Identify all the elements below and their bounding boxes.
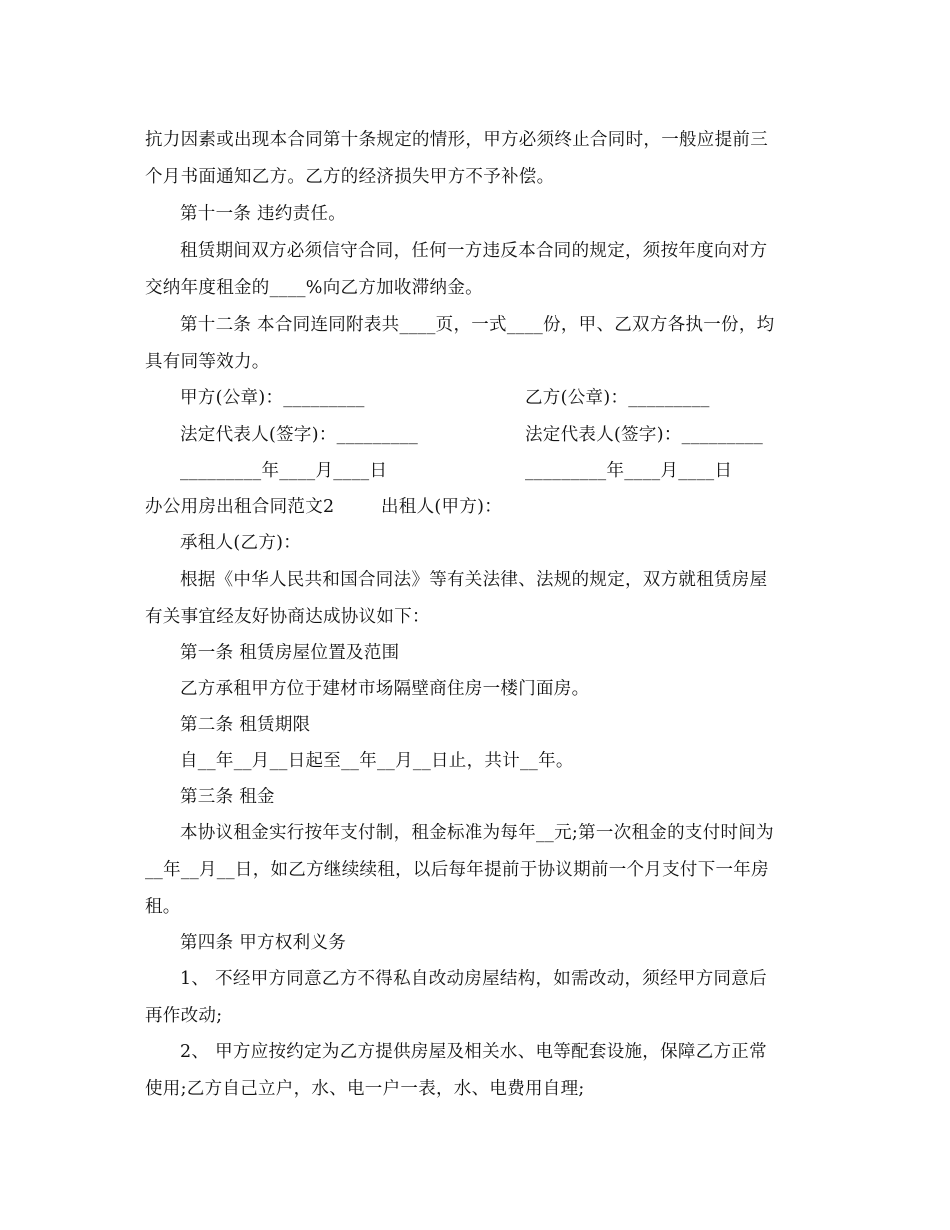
paragraph-line: 第十二条 本合同连同附表共____页，一式____份，甲、乙双方各执一份，均 bbox=[180, 315, 775, 335]
paragraph-line: 1、 不经甲方同意乙方不得私自改动房屋结构，如需改动，须经甲方同意后 bbox=[180, 969, 767, 989]
party-b-representative-line: 法定代表人(签字)：_________ bbox=[525, 425, 764, 445]
lessor-label: 出租人(甲方)： bbox=[381, 497, 503, 517]
paragraph-line: 有关事宜经友好协商达成协议如下： bbox=[145, 607, 430, 627]
article-heading: 第四条 甲方权利义务 bbox=[180, 933, 347, 953]
article-heading: 第二条 租赁期限 bbox=[180, 715, 311, 735]
party-a-date-line: _________年____月____日 bbox=[180, 461, 388, 481]
document-title: 办公用房出租合同范文2 bbox=[145, 497, 335, 517]
party-a-seal-line: 甲方(公章)：_________ bbox=[180, 388, 365, 408]
lessee-label: 承租人(乙方)： bbox=[180, 533, 302, 553]
article-heading: 第三条 租金 bbox=[180, 787, 275, 807]
paragraph-line: 具有同等效力。 bbox=[145, 352, 270, 372]
party-a-representative-line: 法定代表人(签字)：_________ bbox=[180, 425, 419, 445]
paragraph-line: 租赁期间双方必须信守合同，任何一方违反本合同的规定，须按年度向对方 bbox=[180, 241, 768, 261]
party-b-seal-line: 乙方(公章)：_________ bbox=[525, 388, 710, 408]
paragraph-line: 根据《中华人民共和国合同法》等有关法律、法规的规定，双方就租赁房屋 bbox=[180, 570, 768, 590]
article-heading: 第十一条 违约责任。 bbox=[180, 204, 347, 224]
article-heading: 第一条 租赁房屋位置及范围 bbox=[180, 643, 400, 663]
paragraph-line: 2、 甲方应按约定为乙方提供房屋及相关水、电等配套设施，保障乙方正常 bbox=[180, 1042, 767, 1062]
paragraph-line: 抗力因素或出现本合同第十条规定的情形，甲方必须终止合同时，一般应提前三 bbox=[145, 130, 768, 150]
paragraph-line: 本协议租金实行按年支付制，租金标准为每年__元;第一次租金的支付时间为 bbox=[180, 823, 774, 843]
paragraph-line: 租。 bbox=[145, 897, 181, 917]
paragraph-line: 个月书面通知乙方。乙方的经济损失甲方不予补偿。 bbox=[145, 167, 555, 187]
paragraph-line: __年__月__日，如乙方继续续租，以后每年提前于协议期前一个月支付下一年房 bbox=[145, 860, 769, 880]
paragraph-line: 再作改动; bbox=[145, 1006, 223, 1026]
party-b-date-line: _________年____月____日 bbox=[525, 461, 733, 481]
paragraph-line: 交纳年度租金的____%向乙方加收滞纳金。 bbox=[145, 278, 483, 298]
paragraph-line: 使用;乙方自己立户，水、电一户一表，水、电费用自理; bbox=[145, 1079, 585, 1099]
paragraph-line: 乙方承租甲方位于建材市场隔壁商住房一楼门面房。 bbox=[180, 679, 590, 699]
paragraph-line: 自__年__月__日起至__年__月__日止，共计__年。 bbox=[180, 751, 574, 771]
